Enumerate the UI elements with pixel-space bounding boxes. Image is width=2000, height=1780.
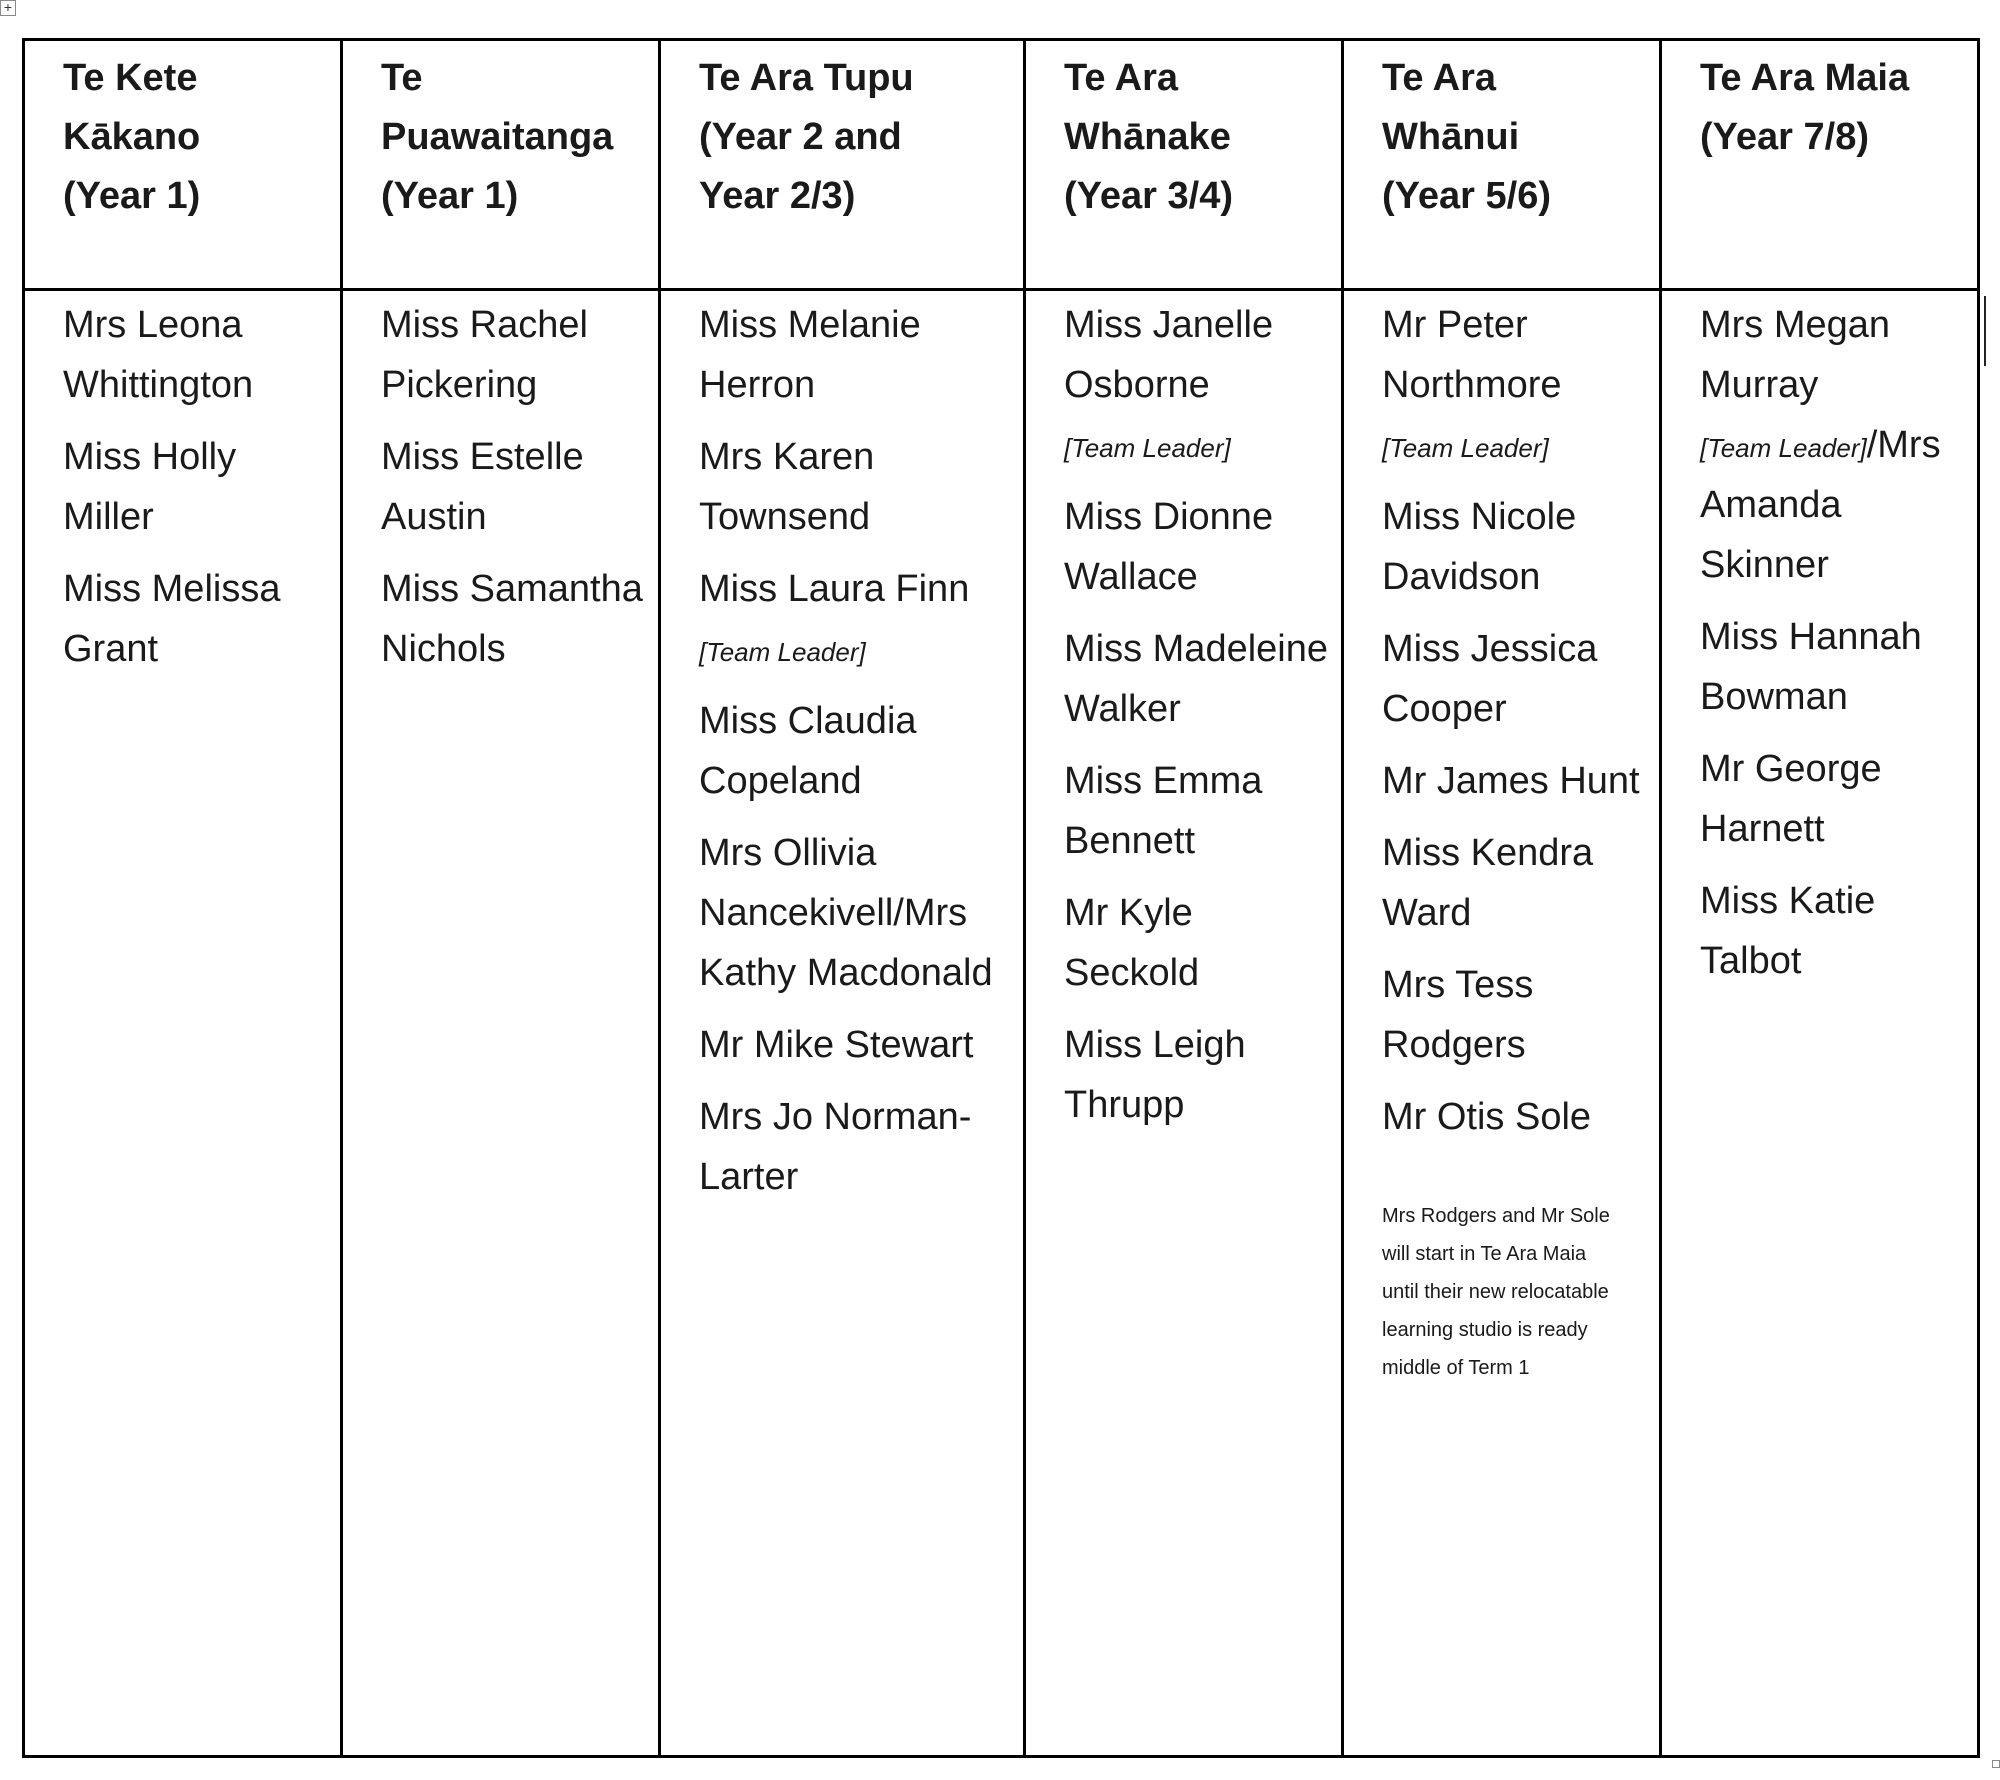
- staff-name: Mrs Karen Townsend: [699, 436, 875, 538]
- staff-table: [22, 38, 1980, 1758]
- staff-entry: [699, 823, 1011, 1003]
- staff-name: Miss Jessica Cooper: [1382, 628, 1598, 730]
- staff-name: Miss Dionne Wallace: [1064, 496, 1274, 598]
- staff-name: Miss Melanie Herron: [699, 304, 921, 406]
- header-line: (Year 2 and: [699, 116, 902, 158]
- header-line: Te Kete: [63, 57, 198, 99]
- header-line: Te Ara Tupu: [699, 57, 914, 99]
- staff-entry: [699, 1015, 1011, 1075]
- header-line: Puawaitanga: [381, 116, 614, 158]
- staff-name: Miss Samantha Nichols: [381, 568, 643, 670]
- staff-name: Mr Mike Stewart: [699, 1024, 974, 1066]
- header-te-ara-maia[interactable]: [1661, 40, 1979, 290]
- staff-entry: [1064, 751, 1329, 871]
- staff-entry: [699, 295, 1011, 415]
- team-leader-label: [Team Leader]: [1382, 433, 1549, 463]
- staff-name: Miss Katie Talbot: [1700, 880, 1876, 982]
- staff-name: Miss Janelle Osborne: [1064, 304, 1274, 406]
- header-line: Whānui: [1382, 116, 1520, 158]
- staff-entry: [1064, 487, 1329, 607]
- staff-entry: [699, 691, 1011, 811]
- staff-entry: [699, 1087, 1011, 1207]
- header-line: Te Ara: [1064, 57, 1179, 99]
- header-line: (Year 3/4): [1064, 175, 1233, 217]
- staff-name: Mr Otis Sole: [1382, 1096, 1592, 1138]
- staff-name-suffix: /Mrs Amanda Skinner: [1700, 424, 1941, 586]
- staff-entry: [1064, 295, 1329, 475]
- header-te-ara-whanui[interactable]: [1343, 40, 1661, 290]
- staff-name: Mrs Tess Rodgers: [1382, 964, 1534, 1066]
- staff-name: Mr Peter Northmore: [1382, 304, 1562, 406]
- staff-entry: [1382, 487, 1647, 607]
- staff-name: Miss Claudia Copeland: [699, 700, 917, 802]
- staff-entry: [1700, 295, 1965, 595]
- staff-name: Mr James Hunt: [1382, 760, 1640, 802]
- staff-entry: [381, 559, 646, 679]
- staff-name: Miss Rachel Pickering: [381, 304, 588, 406]
- staff-entry: [699, 427, 1011, 547]
- staff-entry: [381, 427, 646, 547]
- staff-entry: [63, 559, 328, 679]
- cell-te-ara-whanui[interactable]: [1343, 290, 1661, 1757]
- header-line: Year 2/3): [699, 175, 856, 217]
- staff-row: [24, 290, 1979, 1757]
- staff-entry: [1382, 751, 1647, 811]
- staff-entry: [1382, 1087, 1647, 1147]
- staff-entry: [1064, 1015, 1329, 1135]
- staff-entry: [1382, 823, 1647, 943]
- staff-name: Miss Nicole Davidson: [1382, 496, 1577, 598]
- header-line: Te Ara: [1382, 57, 1497, 99]
- header-line: (Year 7/8): [1700, 116, 1869, 158]
- header-line: Te Ara Maia: [1700, 57, 1910, 99]
- header-te-ara-whanake[interactable]: [1025, 40, 1343, 290]
- staff-name: Miss Holly Miller: [63, 436, 237, 538]
- staff-entry: [1382, 295, 1647, 475]
- header-line: Whānake: [1064, 116, 1231, 158]
- header-line: Kākano: [63, 116, 201, 158]
- cell-te-ara-whanake[interactable]: [1025, 290, 1343, 1757]
- staff-entry: [1064, 619, 1329, 739]
- staff-name: Miss Madeleine Walker: [1064, 628, 1328, 730]
- staff-name: Mr George Harnett: [1700, 748, 1882, 850]
- staff-name: Miss Kendra Ward: [1382, 832, 1594, 934]
- staff-entry: [1700, 871, 1965, 991]
- header-line: Te: [381, 57, 423, 99]
- cell-te-kete-kakano[interactable]: [24, 290, 342, 1757]
- staff-name: Mrs Megan Murray: [1700, 304, 1891, 406]
- staff-name: Miss Emma Bennett: [1064, 760, 1263, 862]
- team-leader-label: [Team Leader]: [699, 637, 866, 667]
- text-cursor: [1984, 296, 1986, 366]
- staff-name: Miss Hannah Bowman: [1700, 616, 1922, 718]
- staff-entry: [1700, 607, 1965, 727]
- staff-name: Miss Estelle Austin: [381, 436, 584, 538]
- team-leader-label: [Team Leader]: [1700, 433, 1867, 463]
- staff-entry: [1064, 883, 1329, 1003]
- staff-entry: [381, 295, 646, 415]
- header-line: (Year 5/6): [1382, 175, 1551, 217]
- staff-entry: [1700, 739, 1965, 859]
- staff-name: Mrs Leona Whittington: [63, 304, 254, 406]
- table-resize-handle[interactable]: [1992, 1760, 2000, 1768]
- header-line: (Year 1): [381, 175, 519, 217]
- header-te-kete-kakano[interactable]: [24, 40, 342, 290]
- team-leader-label: [Team Leader]: [1064, 433, 1231, 463]
- staff-name: Mrs Jo Norman-Larter: [699, 1096, 972, 1198]
- cell-te-ara-tupu[interactable]: [660, 290, 1025, 1757]
- staff-entry: [1382, 619, 1647, 739]
- header-te-puawaitanga[interactable]: [342, 40, 660, 290]
- cell-te-puawaitanga[interactable]: [342, 290, 660, 1757]
- staff-name: Miss Melissa Grant: [63, 568, 281, 670]
- staff-name: Mrs Ollivia Nancekivell/Mrs Kathy Macdonald: [699, 832, 993, 994]
- staff-entry: [699, 559, 1011, 679]
- staff-name: Miss Laura Finn: [699, 568, 970, 610]
- cell-te-ara-maia[interactable]: [1661, 290, 1979, 1757]
- table-move-handle[interactable]: +: [0, 0, 16, 16]
- staff-name: Miss Leigh Thrupp: [1064, 1024, 1246, 1126]
- staff-name: Mr Kyle Seckold: [1064, 892, 1200, 994]
- header-te-ara-tupu[interactable]: [660, 40, 1025, 290]
- header-line: (Year 1): [63, 175, 201, 217]
- header-row: [24, 40, 1979, 290]
- relocation-note: Mrs Rodgers and Mr Sole will start in Te Ara Maia until their new relocatable learning studio is ready middle of Term 1: [1382, 1205, 1610, 1379]
- staff-entry: [63, 427, 328, 547]
- staff-entry: [1382, 955, 1647, 1075]
- staff-entry: [63, 295, 328, 415]
